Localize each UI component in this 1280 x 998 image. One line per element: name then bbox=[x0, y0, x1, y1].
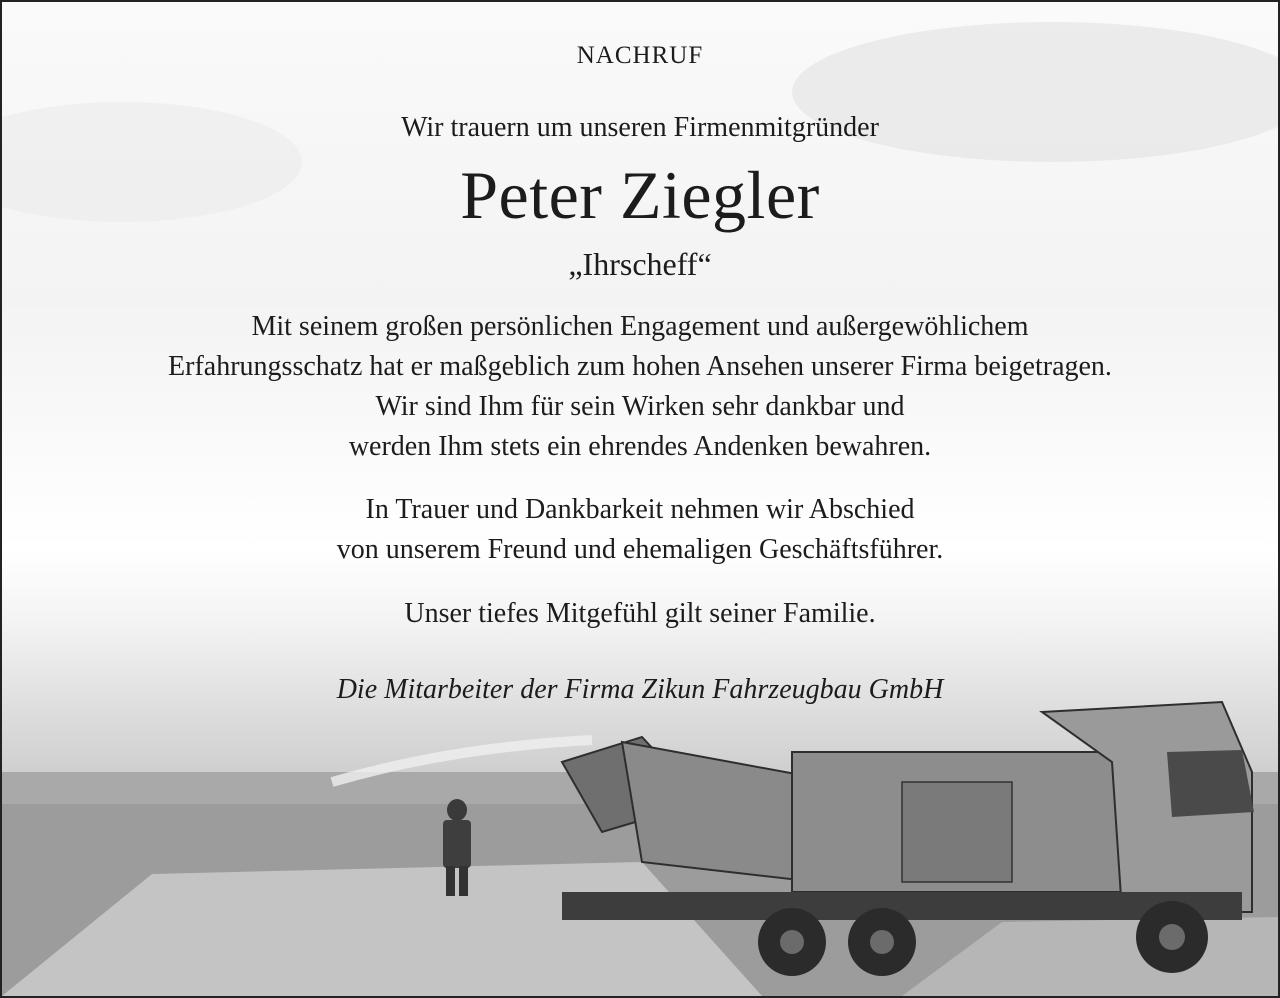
deceased-name: Peter Ziegler bbox=[460, 157, 820, 233]
intro-line: Wir trauern um unseren Firmenmitgründer bbox=[401, 112, 879, 143]
truck-cannon-box bbox=[622, 742, 817, 882]
tribute-line: Wir sind Ihm für sein Wirken sehr dankbar und bbox=[375, 391, 905, 422]
tribute-line: Erfahrungsschatz hat er maßgeblich zum hohen Ansehen unserer Firma beigetragen. bbox=[168, 351, 1112, 382]
truck-windshield bbox=[1167, 750, 1254, 817]
farewell-line: In Trauer und Dankbarkeit nehmen wir Abschied bbox=[365, 494, 915, 525]
tribute-line: werden Ihm stets ein ehrendes Andenken bewahren. bbox=[348, 431, 932, 462]
condolence-line: Unser tiefes Mitgefühl gilt seiner Familie. bbox=[404, 598, 876, 629]
tribute-paragraph bbox=[2, 307, 1278, 467]
signature-line: Die Mitarbeiter der Firma Zikun Fahrzeugbau GmbH bbox=[336, 674, 944, 705]
farewell-paragraph bbox=[2, 490, 1278, 570]
truck-body-panel bbox=[902, 782, 1012, 882]
tribute-line: Mit seinem großen persönlichen Engagement und außergewöhlichem bbox=[251, 311, 1029, 342]
deceased-nickname: „Ihrscheff“ bbox=[568, 246, 712, 282]
farewell-line: von unserem Freund und ehemaligen Geschäftsführer. bbox=[336, 534, 944, 565]
notice-heading: NACHRUF bbox=[576, 42, 704, 69]
